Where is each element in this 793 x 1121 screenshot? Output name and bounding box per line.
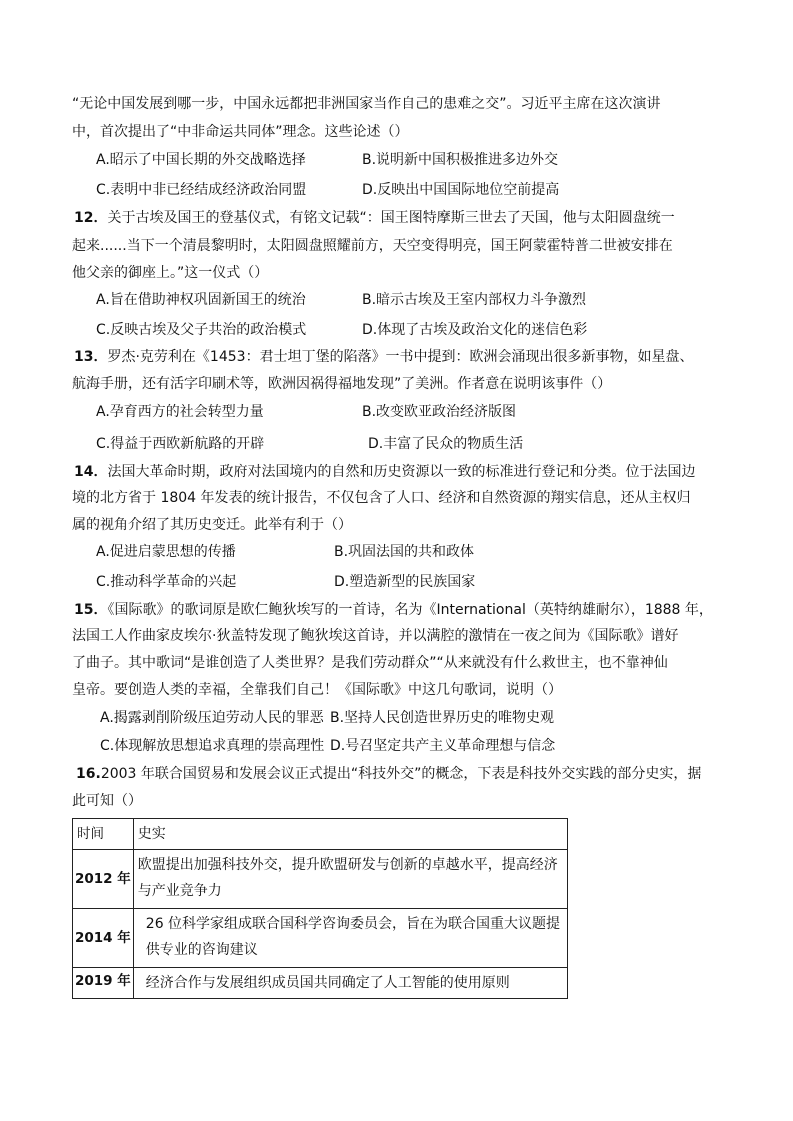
header-cell-time: 时间 [73,819,134,850]
q13-stem-line1 [74,347,694,367]
q13-stem-text: 罗杰·克劳利在《1453：君士坦丁堡的陷落》一书中提到：欧洲会涌现出很多新事物，如星盘、 [107,349,694,365]
q11-stem-line2: 中，首次提出了“中非命运共同体”理念。这些论述（） [72,124,409,140]
q16-stem-line1 [76,764,701,784]
q15-stem-text: 《国际歌》的歌词原是欧仁鲍狄埃写的一首诗，名为《International（英特纳雄耐尔），1888 年， [107,602,713,618]
table-cell-fact: 欧盟提出加强科技外交，提升欧盟研发与创新的卓越水平，提高经济与产业竞争力 [133,850,567,909]
q12-stem-line3: 他父亲的御座上。”这一仪式（） [72,265,269,281]
q11-stem-line1: “无论中国发展到哪一步，中国永远都把非洲国家当作自己的患难之交”。习近平主席在这次演讲 [72,96,661,112]
q11-option-d: D.反映出中国国际地位空前提高 [362,182,560,198]
table-cell-year: 2019 年 [73,968,134,999]
q12-stem-line2: 起来......当下一个清晨黎明时，太阳圆盘照耀前方，天空变得明亮，国王阿蒙霍特普二世被安排在 [72,238,673,254]
q12-option-c: C.反映古埃及父子共治的政治模式 [96,322,307,338]
q15-option-d: D.号召坚定共产主义革命理想与信念 [330,738,556,754]
q13-option-d: D.丰富了民众的物质生活 [368,436,524,452]
q15-option-c: C.体现解放思想追求真理的崇高理性 [100,738,325,754]
q14-stem-line1 [74,462,695,482]
q12-stem-text: 关于古埃及国王的登基仪式，有铭文记载“：国王图特摩斯三世去了天国，他与太阳圆盘统一 [107,210,675,226]
history-table [72,818,568,999]
q14-option-b: B.巩固法国的共和政体 [334,544,475,560]
q12-option-b: B.暗示古埃及王室内部权力斗争激烈 [362,292,587,308]
q13-option-b: B.改变欧亚政治经济版图 [362,404,517,420]
question-number: 13． [74,349,108,365]
q16-stem-line2: 此可知（） [72,793,142,809]
q15-option-b: B.坚持人民创造世界历史的唯物史观 [330,710,555,726]
q14-option-d: D.塑造新型的民族国家 [334,574,476,590]
q11-option-a: A.昭示了中国长期的外交战略选择 [96,152,306,168]
question-number: 15． [74,602,108,618]
q14-stem-text: 法国大革命时期，政府对法国境内的自然和历史资源以一致的标准进行登记和分类。位于法国边 [107,464,696,480]
q14-stem-line3: 属的视角介绍了其历史变迁。此举有利于（） [72,517,352,533]
q11-option-c: C.表明中非已经结成经济政治同盟 [96,182,307,198]
q15-stem-line3: 了曲子。其中歌词“是谁创造了人类世界？是我们劳动群众”“从来就没有什么救世主，也不靠神仙 [72,655,668,671]
q14-option-c: C.推动科学革命的兴起 [96,574,237,590]
table-row [73,909,568,968]
header-cell-fact: 史实 [133,819,567,850]
table-header-row [73,819,568,850]
q15-stem-line2: 法国工人作曲家皮埃尔·狄盖特发现了鲍狄埃这首诗，并以满腔的激情在一夜之间为《国际歌》谱好 [72,628,679,644]
table-cell-fact: 经济合作与发展组织成员国共同确定了人工智能的使用原则 [133,968,567,999]
question-number: 12． [74,210,108,226]
table-cell-fact: 26 位科学家组成联合国科学咨询委员会，旨在为联合国重大议题提供专业的咨询建议 [133,909,567,968]
q15-stem-line1 [74,600,713,620]
question-number: 16. [76,766,101,782]
q12-stem-line1 [74,208,675,228]
table-cell-year: 2012 年 [73,850,134,909]
q11-option-b: B.说明新中国积极推进多边外交 [362,152,559,168]
q13-option-c: C.得益于西欧新航路的开辟 [96,436,265,452]
table-row [73,850,568,909]
q15-stem-line4: 皇帝。要创造人类的幸福，全靠我们自己！《国际歌》中这几句歌词，说明（） [72,682,562,698]
q12-option-d: D.体现了古埃及政治文化的迷信色彩 [362,322,588,338]
table-cell-year: 2014 年 [73,909,134,968]
table-row [73,968,568,999]
q14-option-a: A.促进启蒙思想的传播 [96,544,236,560]
q15-option-a: A.揭露剥削阶级压迫劳动人民的罪恶 [100,710,324,726]
question-number: 14． [74,464,108,480]
q12-option-a: A.旨在借助神权巩固新国王的统治 [96,292,306,308]
q14-stem-line2: 境的北方省于 1804 年发表的统计报告，不仅包含了人口、经济和自然资源的翔实信息，还从主权归 [72,490,691,506]
q13-stem-line2: 航海手册，还有活字印刷术等，欧洲因祸得福地发现”了美洲。作者意在说明该事件（） [72,376,612,392]
q16-stem-text: 2003 年联合国贸易和发展会议正式提出“科技外交”的概念，下表是科技外交实践的部分史实，据 [100,766,702,782]
q13-option-a: A.孕育西方的社会转型力量 [96,404,264,420]
